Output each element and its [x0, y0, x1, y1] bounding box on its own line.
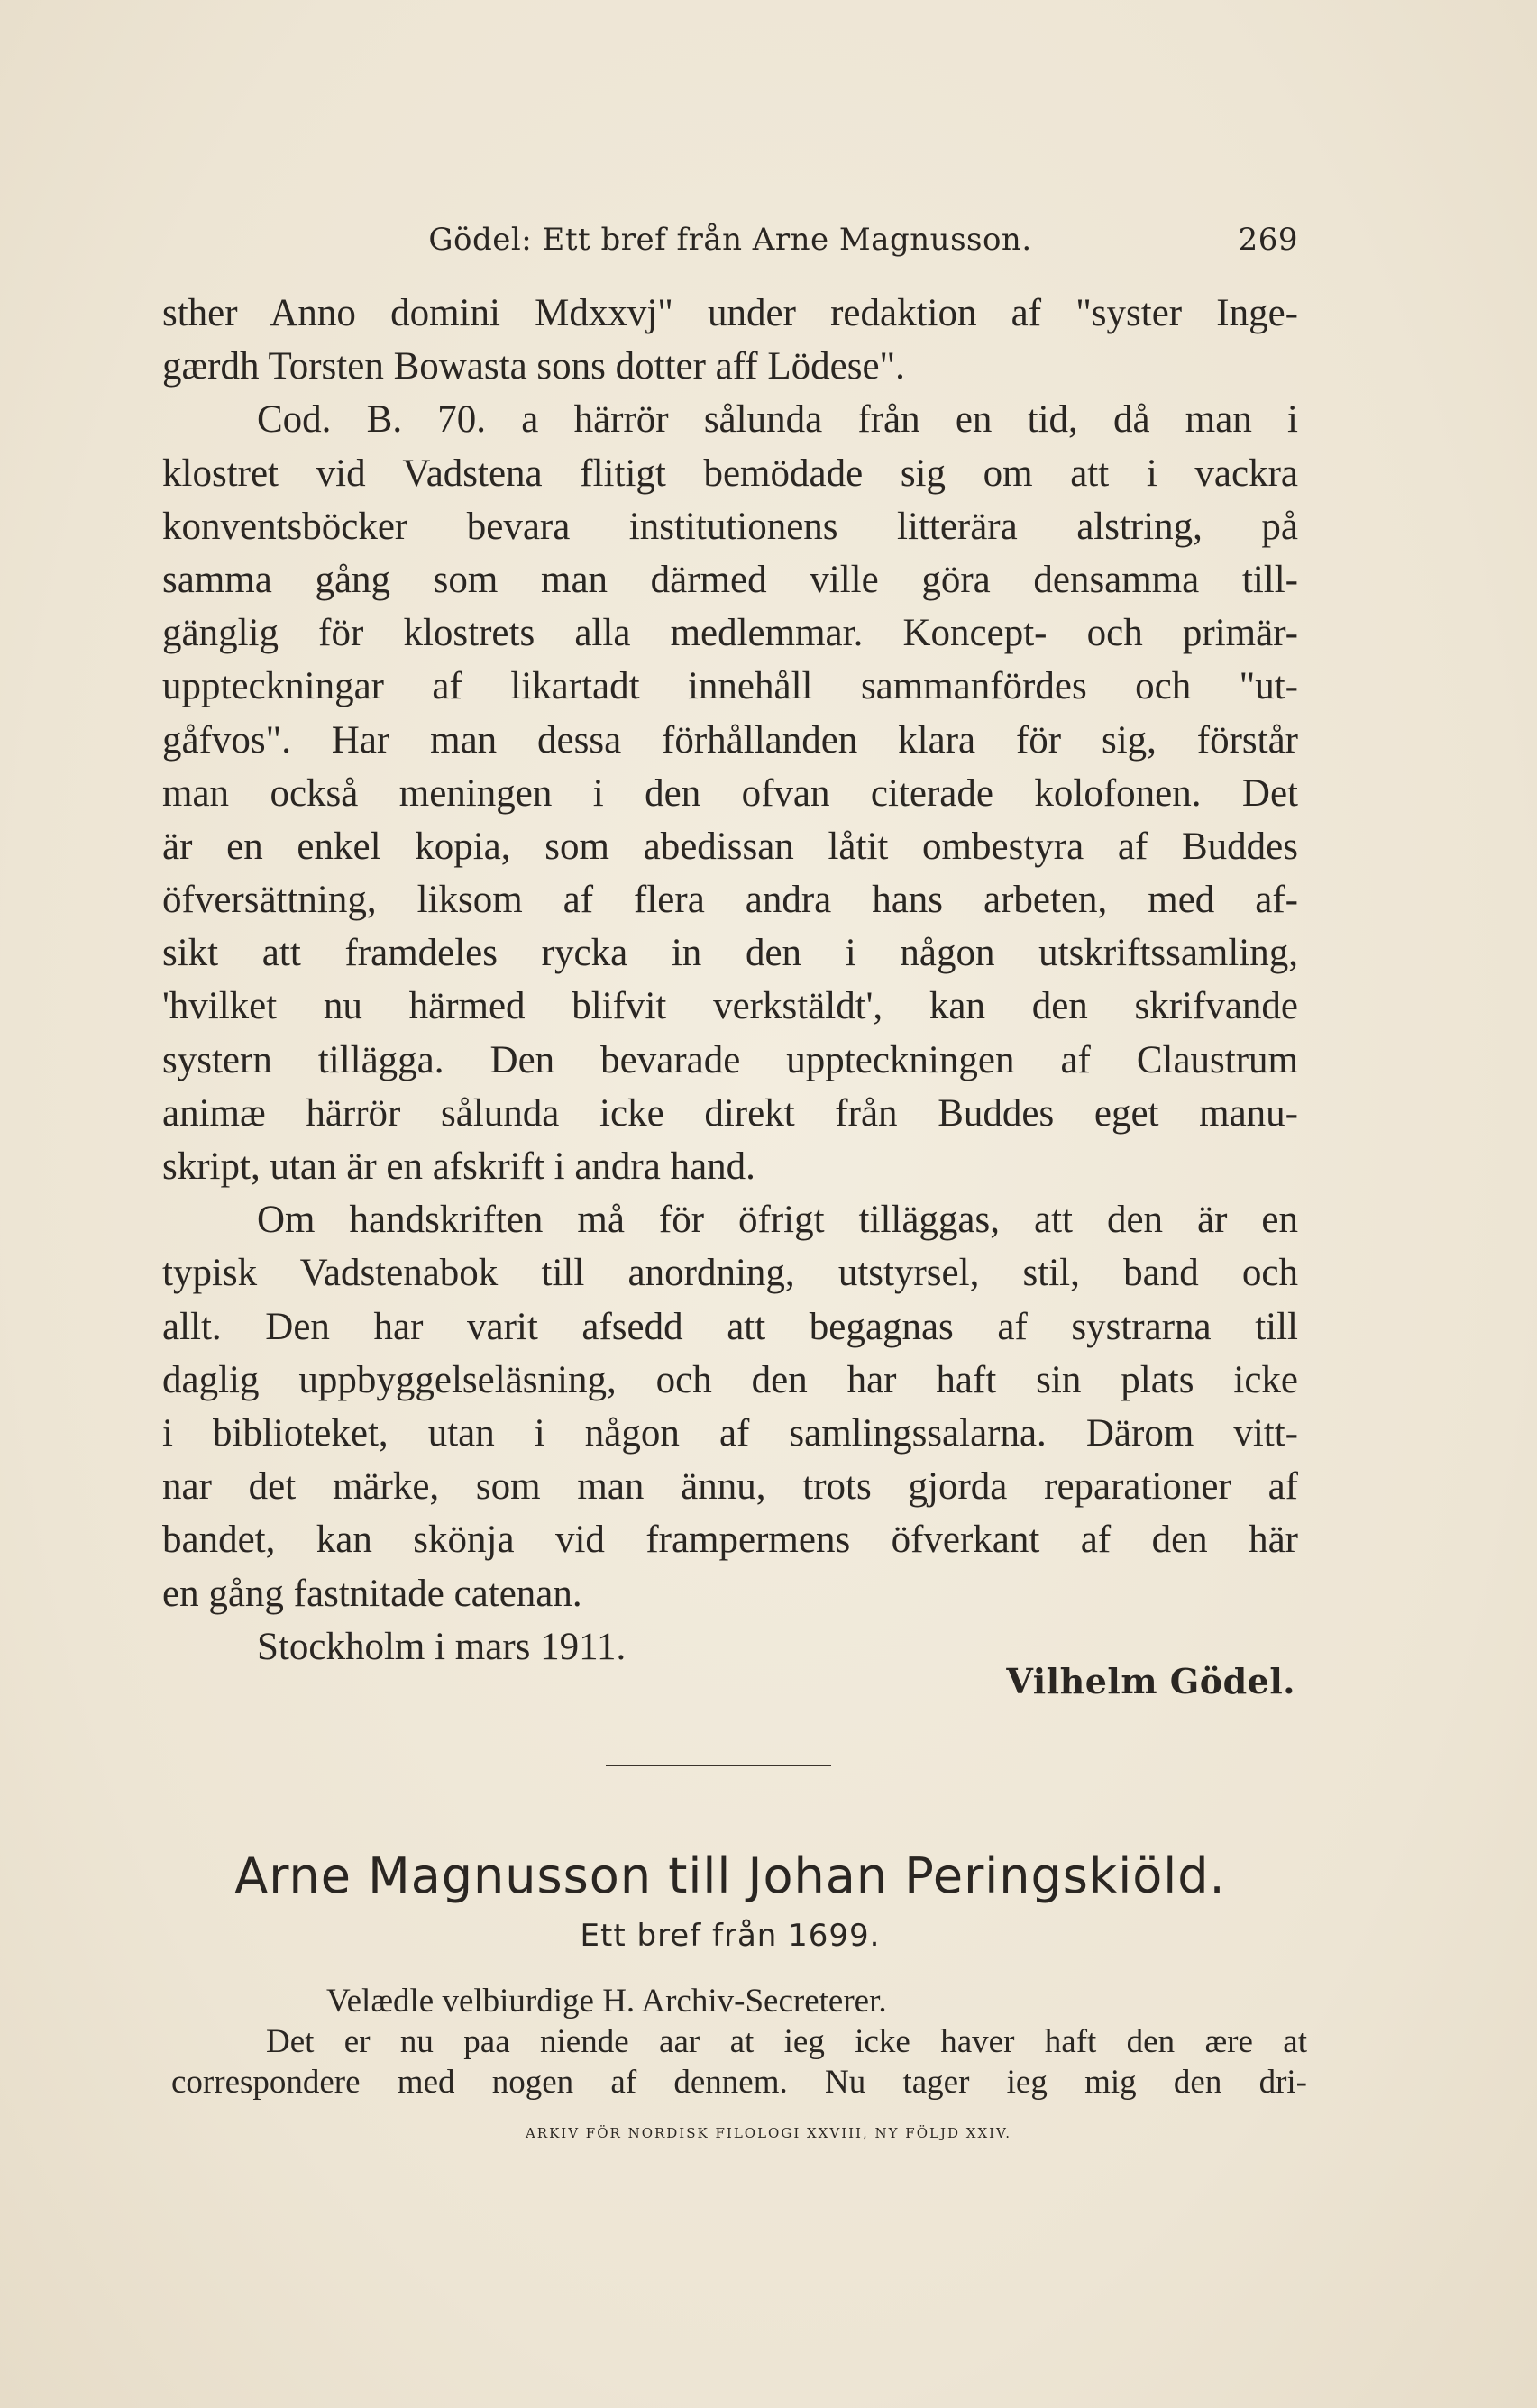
signature: Vilhelm Gödel. [1006, 1661, 1295, 1701]
text-line: typisk Vadstenabok till anordning, utstyrsel, stil, band och [162, 1252, 1298, 1295]
letter-salutation: Velædle velbiurdige H. Archiv-Secreterer. [326, 1983, 887, 2020]
text-line: bandet, kan skönja vid frampermens öfverkant af den här [162, 1519, 1298, 1562]
article-title: Arne Magnusson till Johan Peringskiöld. [234, 1847, 1226, 1904]
text-line: konventsböcker bevara institutionens litterära alstring, på [162, 505, 1298, 548]
page-number: 269 [1238, 222, 1298, 258]
running-title: Gödel: Ett bref från Arne Magnusson. [428, 222, 1032, 258]
text-line: 'hvilket nu härmed blifvit verkstäldt', kan den skrifvande [162, 985, 1298, 1028]
text-line: gåfvos". Har man dessa förhållanden klara för sig, förstår [162, 718, 1298, 762]
text-line: samma gång som man därmed ville göra densamma till- [162, 558, 1298, 601]
text-line: klostret vid Vadstena flitigt bemödade sig om att i vackra [162, 452, 1298, 495]
text-line: Det er nu paa niende aar at ieg icke haver haft den ære at [266, 2023, 1307, 2060]
text-line: nar det märke, som man ännu, trots gjorda reparationer af [162, 1465, 1298, 1509]
text-line: skript, utan är en afskrift i andra hand. [162, 1145, 755, 1188]
text-line: allt. Den har varit afsedd att begagnas af systrarna till [162, 1305, 1298, 1348]
body-text [162, 287, 1298, 1674]
section-divider [606, 1765, 831, 1766]
text-line: öfversättning, liksom af flera andra hans arbeten, med af- [162, 879, 1298, 922]
running-head [162, 216, 1298, 261]
text-line: i biblioteket, utan i någon af samlingssalarna. Därom vitt- [162, 1411, 1298, 1455]
text-line: är en enkel kopia, som abedissan låtit ombestyra af Buddes [162, 825, 1298, 868]
dateline: Stockholm i mars 1911. [257, 1625, 627, 1668]
text-line: en gång fastnitade catenan. [162, 1572, 582, 1615]
text-line: sther Anno domini Mdxxvj" under redaktion af "syster Inge- [162, 292, 1298, 334]
text-line: daglig uppbyggelseläsning, och den har haft sin plats icke [162, 1358, 1298, 1401]
text-line: correspondere med nogen af dennem. Nu tager ieg mig den dri- [171, 2064, 1307, 2101]
text-line: gærdh Torsten Bowasta sons dotter aff Lödese". [162, 345, 905, 388]
letter-text [171, 1981, 1307, 2102]
text-line: uppteckningar af likartadt innehåll sammanfördes och "ut- [162, 665, 1298, 708]
article-subtitle: Ett bref från 1699. [580, 1918, 881, 1954]
text-line: gänglig för klostrets alla medlemmar. Koncept- och primär- [162, 612, 1298, 655]
text-line: systern tillägga. Den bevarade uppteckningen af Claustrum [162, 1038, 1298, 1081]
text-line: Om handskriften må för öfrigt tilläggas, att den är en [257, 1199, 1298, 1242]
text-line: Cod. B. 70. a härrör sålunda från en tid, då man i [257, 398, 1298, 442]
text-line: sikt att framdeles rycka in den i någon utskriftssamling, [162, 932, 1298, 975]
signature-mark-footer: ARKIV FÖR NORDISK FILOLOGI XXVIII, NY FÖLJD XXIV. [525, 2125, 1012, 2141]
text-line: animæ härrör sålunda icke direkt från Buddes eget manu- [162, 1091, 1298, 1135]
text-line: man också meningen i den ofvan citerade kolofonen. Det [162, 771, 1298, 815]
